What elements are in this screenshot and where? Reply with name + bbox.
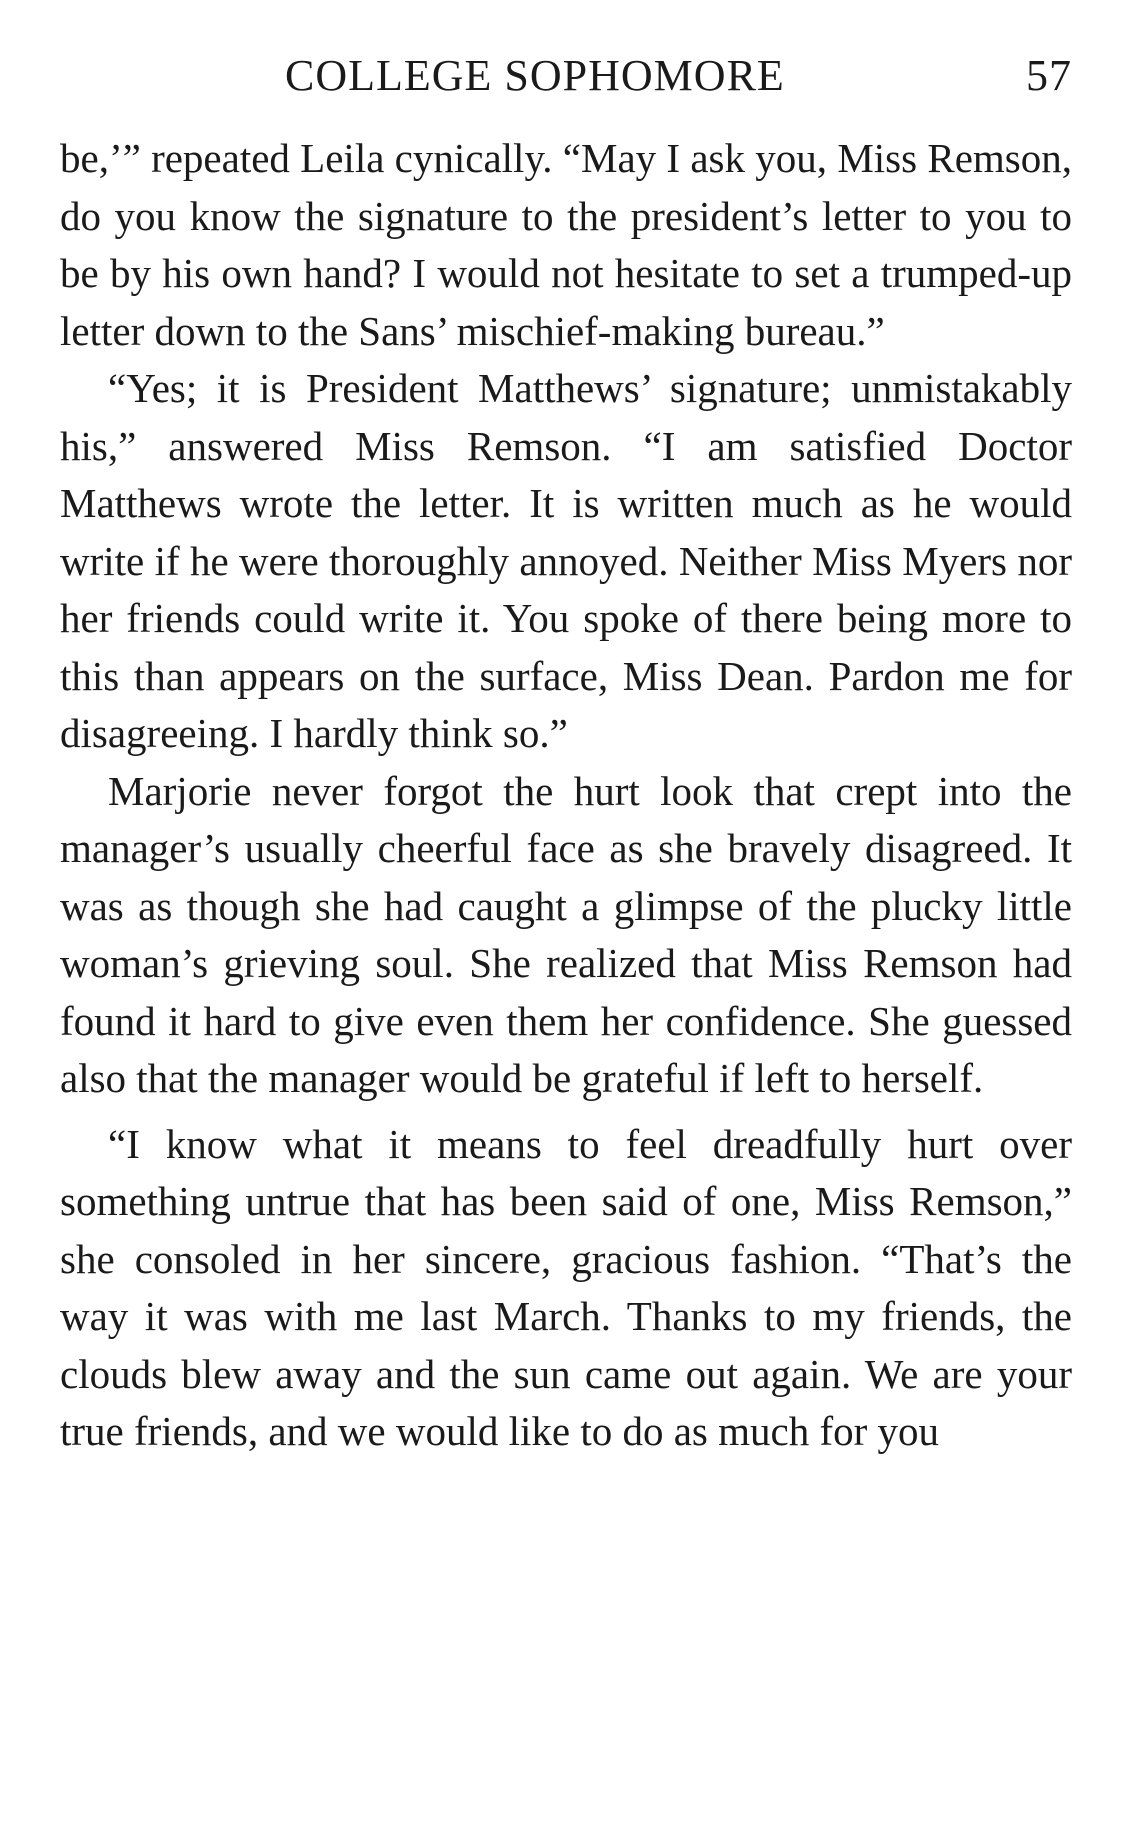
running-head	[60, 50, 1072, 120]
book-page	[60, 50, 1072, 1461]
paragraph: “I know what it means to feel dreadfully hurt over something untrue that has been said of one, Miss Remson,” she consoled in her sincere, gracious fashion. “That’s the way it was with me last March. Thanks to my friends, the clouds blew away and the sun came out again. We are your true friends, and we would like to do as much for you	[60, 1120, 1072, 1454]
running-title: COLLEGE SOPHOMORE	[285, 51, 785, 100]
paragraph: Marjorie never forgot the hurt look that crept into the manager’s usually cheerful face as she bravely disagreed. It was as though she had caught a glimpse of the plucky little woman’s grieving soul. She realized that Miss Remson had found it hard to give even them her confidence. She guessed also that the manager would be grateful if left to herself.	[60, 767, 1072, 1101]
page-number: 57	[1026, 51, 1072, 100]
body-text	[60, 130, 1072, 1461]
paragraph: “Yes; it is President Matthews’ signature; unmistakably his,” answered Miss Remson. “I am satisfied Doctor Matthews wrote the letter. It is written much as he would write if he were thoroughly annoyed. Neither Miss Myers nor her friends could write it. You spoke of there being more to this than appears on the surface, Miss Dean. Pardon me for disagreeing. I hardly think so.”	[60, 365, 1072, 756]
paragraph: be,’” repeated Leila cynically. “May I ask you, Miss Remson, do you know the signature to the president’s letter to you to be by his own hand? I would not hesitate to set a trumped-up letter down to the Sans’ mischief-making bureau.”	[60, 135, 1072, 354]
